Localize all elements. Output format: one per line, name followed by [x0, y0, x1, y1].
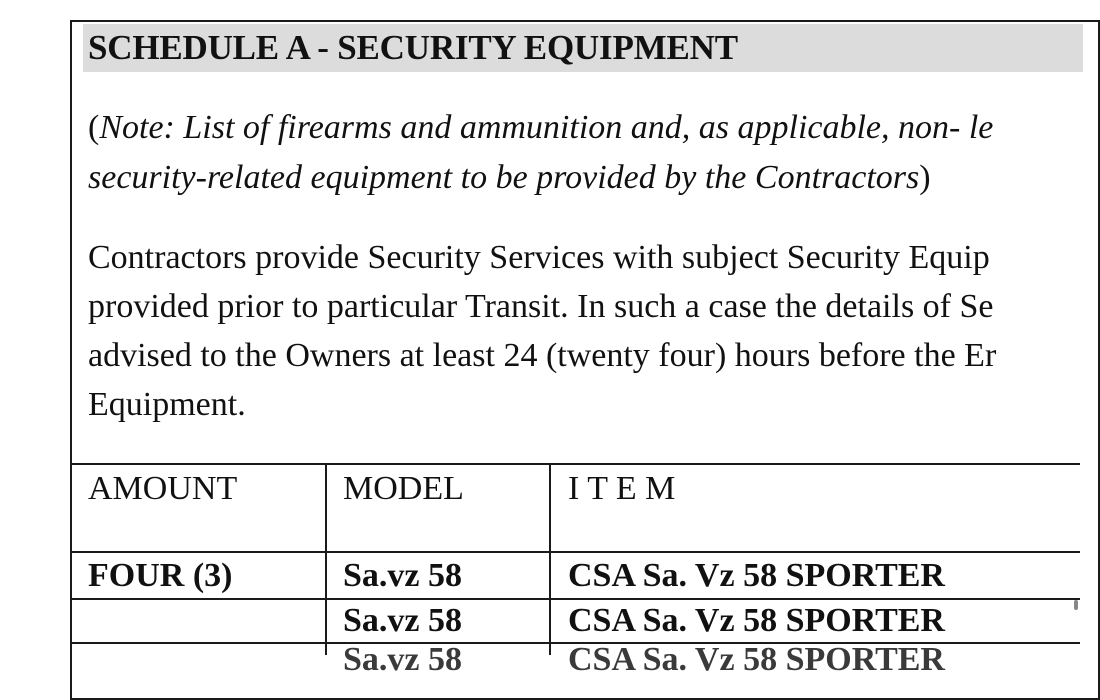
note-line-2 — [88, 153, 993, 203]
intro-paragraph — [88, 233, 996, 429]
table-cell-model: Sa.vz 58 — [343, 557, 462, 594]
paragraph-line: provided prior to particular Transit. In such a case the details of Se — [88, 288, 994, 325]
note-block — [88, 103, 993, 203]
table-cell-model: Sa.vz 58 — [343, 602, 462, 639]
note-line-2-text: security-related equipment to be provided by the Contractors — [88, 159, 920, 196]
table-cell-item: CSA Sa. Vz 58 SPORTER — [568, 557, 945, 594]
column-header-item: I T E M — [568, 470, 676, 507]
table-header-divider — [70, 551, 1080, 553]
note-line-1 — [88, 103, 993, 153]
page-edge-mark — [1074, 600, 1078, 610]
note-open-paren: ( — [88, 109, 100, 146]
schedule-heading: SCHEDULE A - SECURITY EQUIPMENT — [88, 28, 738, 67]
table-row-divider — [70, 598, 1080, 600]
note-line-1-text: Note: List of firearms and ammunition and, as applicable, non- le — [99, 109, 994, 146]
table-cell-model-cut: Sa.vz 58 — [343, 641, 462, 678]
paragraph-line: Contractors provide Security Services with subject Security Equip — [88, 239, 990, 276]
paragraph-line: Equipment. — [88, 386, 246, 423]
table-cell-item-cut: CSA Sa. Vz 58 SPORTER — [568, 641, 945, 678]
table-top-border — [70, 463, 1080, 465]
table-column-divider — [325, 463, 327, 655]
table-column-divider — [549, 463, 551, 655]
column-header-amount: AMOUNT — [88, 470, 238, 507]
table-cell-amount: FOUR (3) — [88, 557, 233, 594]
table-cell-item: CSA Sa. Vz 58 SPORTER — [568, 602, 945, 639]
paragraph-line: advised to the Owners at least 24 (twenty four) hours before the Er — [88, 337, 997, 374]
note-close-paren: ) — [919, 159, 931, 196]
column-header-model: MODEL — [343, 470, 464, 507]
